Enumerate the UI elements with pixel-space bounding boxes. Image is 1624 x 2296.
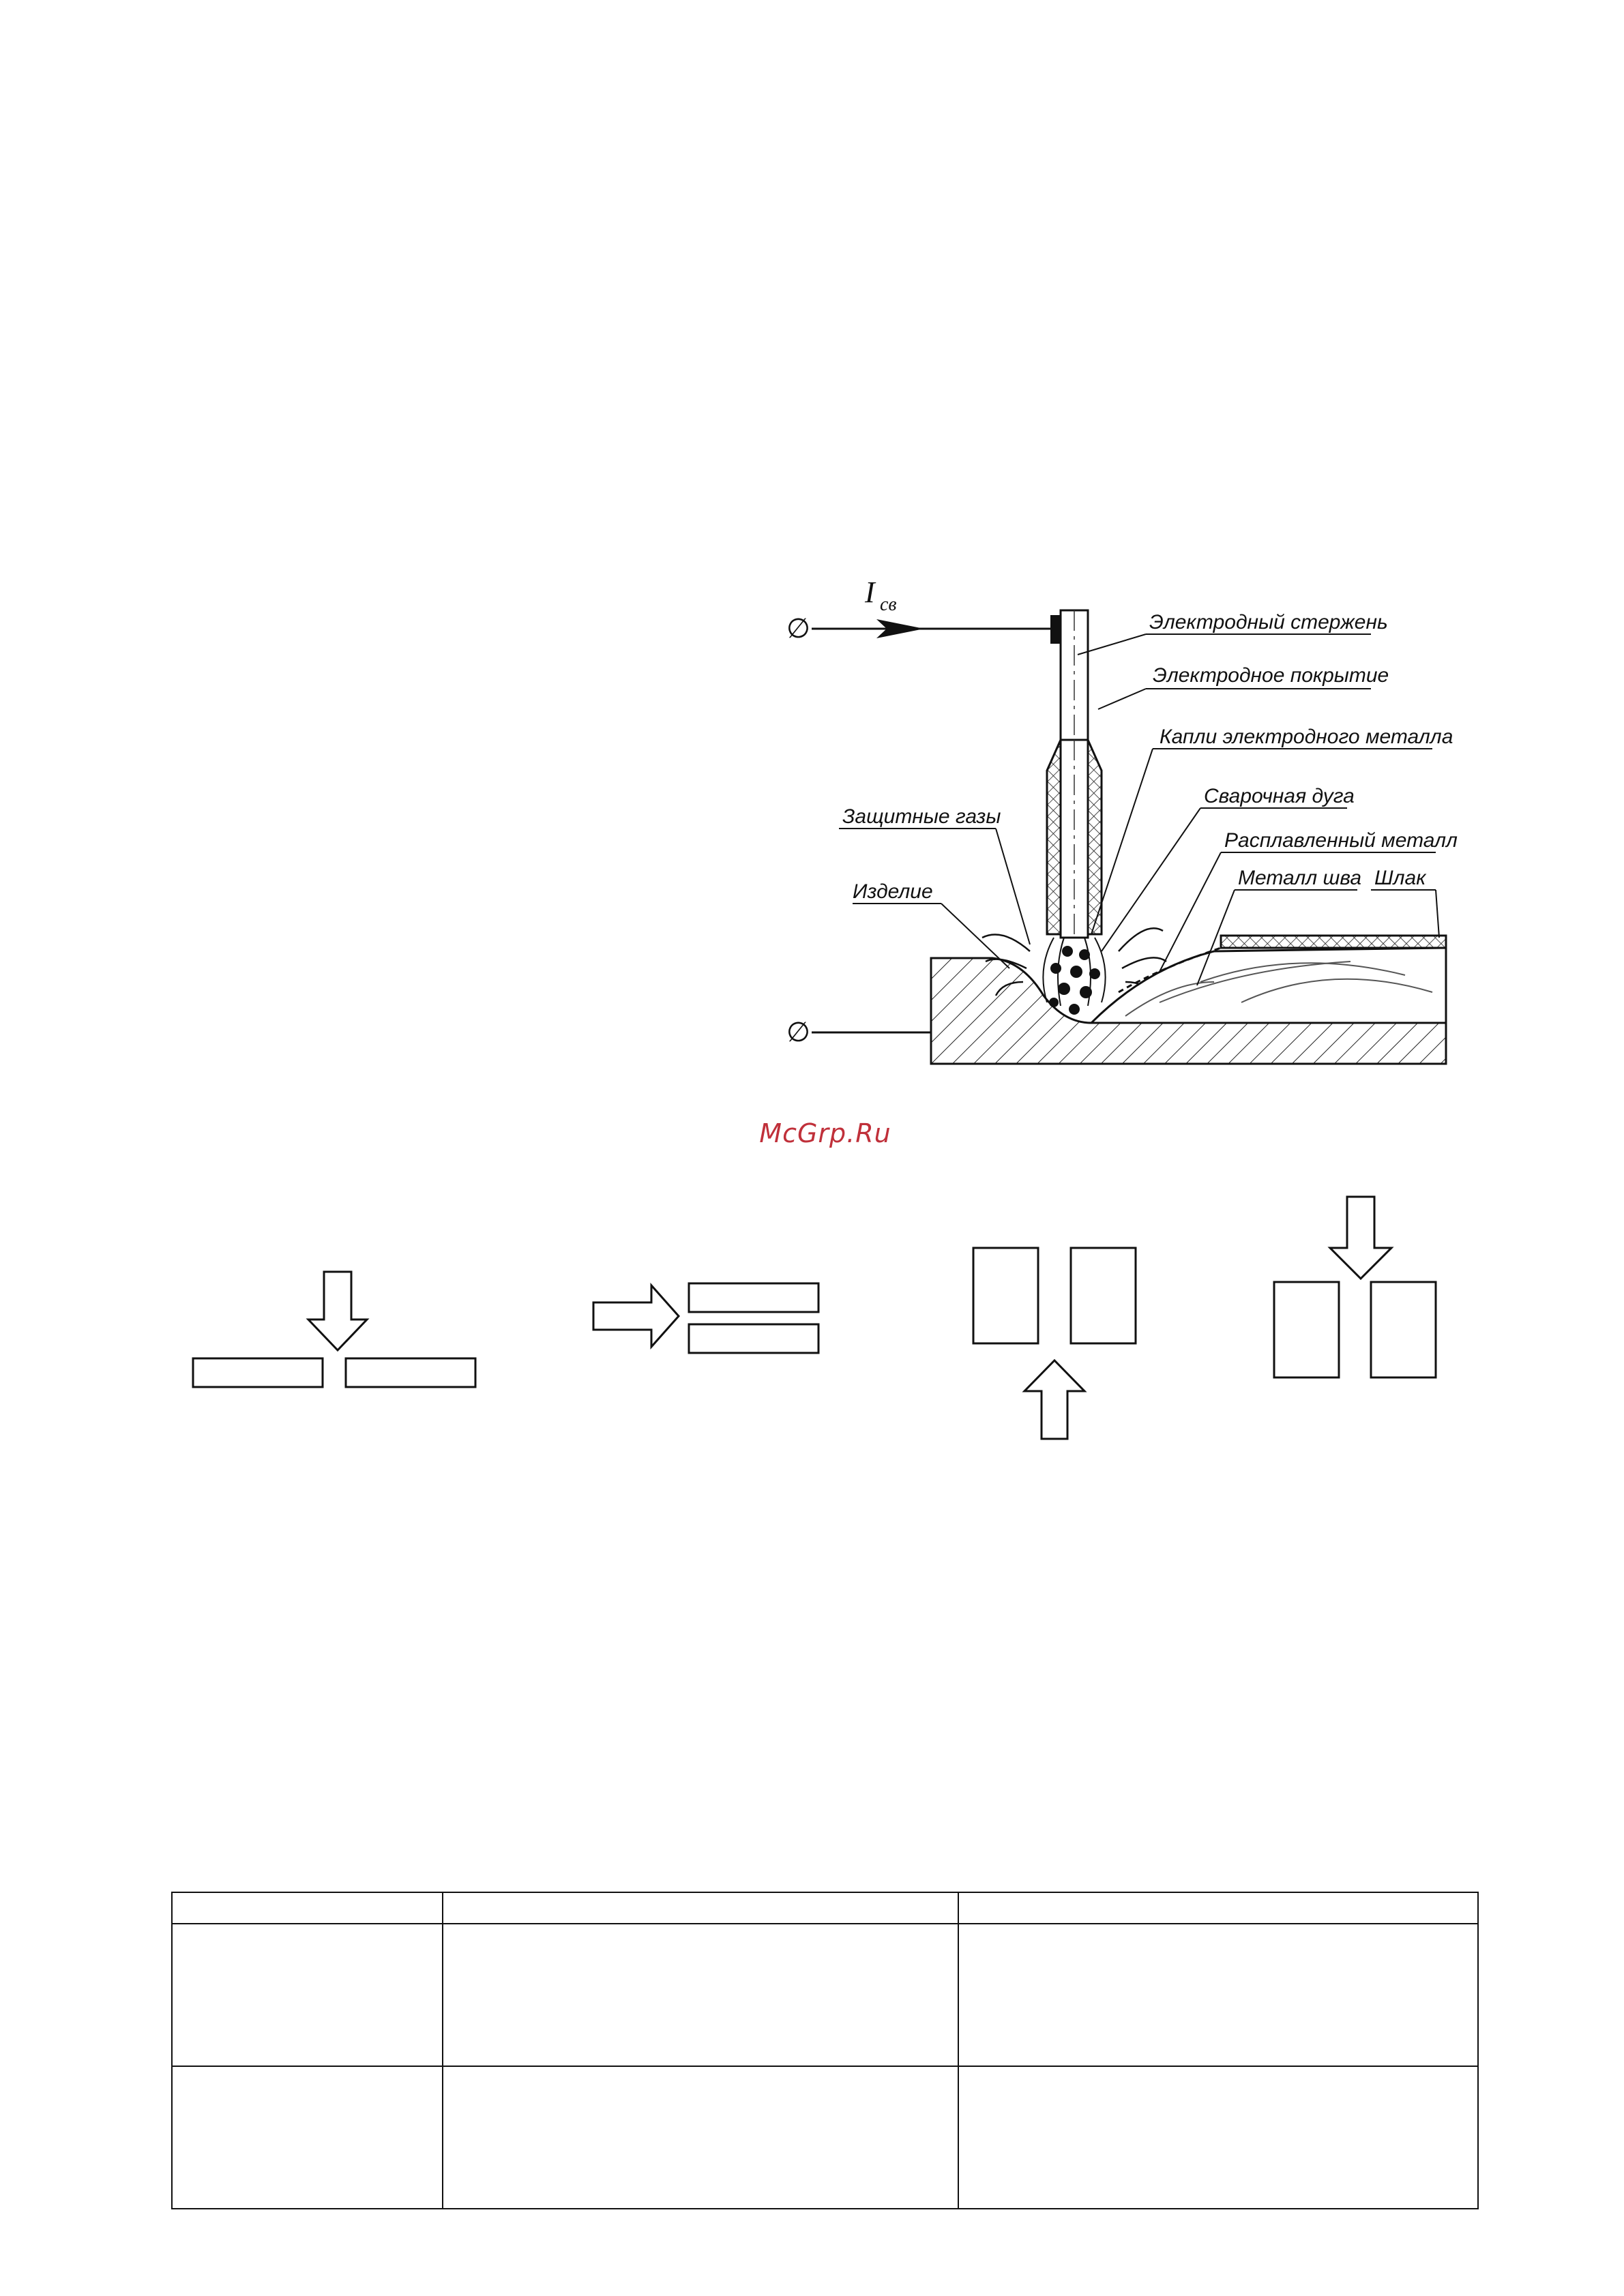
label-workpiece: Изделие	[853, 880, 933, 903]
plate-right	[346, 1358, 475, 1387]
electrode-clamp	[1050, 615, 1060, 644]
electrode-droplet	[1069, 1004, 1080, 1015]
table-row	[172, 1924, 1478, 2066]
table-cell	[958, 2066, 1478, 2209]
workpiece	[931, 936, 1446, 1064]
right-arrow-icon	[593, 1285, 679, 1347]
info-table	[171, 1892, 1479, 2209]
position-figure-flat	[193, 1272, 475, 1387]
electrode-droplet	[1062, 946, 1073, 957]
table-cell	[172, 2066, 443, 2209]
table-row	[172, 2066, 1478, 2209]
label-electrode-rod: Электродный стержень	[1149, 611, 1388, 633]
slag-layer	[1221, 936, 1446, 948]
label-protective-gases: Защитные газы	[842, 805, 1001, 828]
electrode	[1047, 610, 1102, 938]
plate-top	[689, 1283, 818, 1312]
down-arrow-icon	[308, 1272, 367, 1350]
electrode-droplet	[1089, 968, 1100, 979]
electrode-droplet	[1058, 983, 1070, 995]
plate-left	[973, 1248, 1038, 1343]
lower-terminal-symbol: ∅	[786, 1017, 810, 1048]
down-arrow-icon	[1330, 1197, 1391, 1279]
lower-current-lead	[786, 1017, 931, 1048]
label-molten-metal: Расплавленный металл	[1224, 829, 1458, 852]
electrode-droplet	[1050, 963, 1061, 974]
plate-bottom	[689, 1324, 818, 1353]
plate-left	[193, 1358, 323, 1387]
table-cell	[958, 1924, 1478, 2066]
label-welding-arc: Сварочная дуга	[1204, 785, 1355, 807]
electrode-droplet	[1080, 986, 1092, 998]
plate-right	[1071, 1248, 1136, 1343]
position-figure-vertical	[1274, 1197, 1436, 1377]
electrode-droplet	[1070, 966, 1082, 978]
welding-arc	[1043, 938, 1105, 1015]
label-electrode-droplets: Капли электродного металла	[1160, 726, 1453, 748]
table-cell	[172, 1924, 443, 2066]
position-figure-overhead	[973, 1248, 1136, 1439]
plate-right	[1371, 1282, 1436, 1377]
table-cell	[443, 1924, 958, 2066]
label-electrode-coating: Электродное покрытие	[1153, 664, 1389, 687]
label-weld-metal: Металл шва	[1238, 867, 1362, 889]
position-figure-horizontal	[593, 1283, 818, 1353]
up-arrow-icon	[1024, 1360, 1084, 1439]
label-slag: Шлак	[1374, 867, 1426, 889]
upper-terminal-symbol: ∅	[786, 613, 810, 644]
table-cell	[443, 1892, 958, 1924]
electrode-droplet	[1079, 949, 1090, 960]
plate-left	[1274, 1282, 1339, 1377]
table-cell	[958, 1892, 1478, 1924]
table-cell	[443, 2066, 958, 2209]
table-cell	[172, 1892, 443, 1924]
upper-current-lead	[786, 576, 1061, 644]
current-label: I	[865, 576, 875, 609]
watermark: McGrp.Ru	[759, 1118, 891, 1148]
current-subscript: св	[880, 594, 897, 615]
table-row	[172, 1892, 1478, 1924]
